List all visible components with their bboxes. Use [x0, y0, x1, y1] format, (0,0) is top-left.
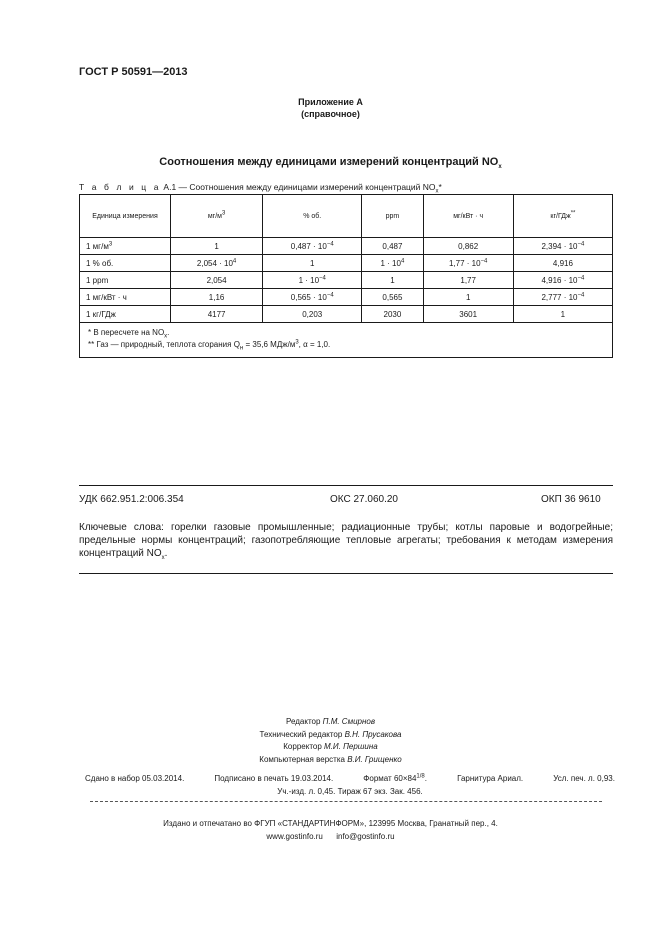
print-signed: Подписано в печать 19.03.2014. — [214, 774, 334, 783]
table-notes-row — [80, 323, 613, 358]
table-cell: 1 — [263, 255, 362, 272]
table-cell: 2,054 — [171, 272, 263, 289]
publisher-address: Издано и отпечатано во ФГУП «СТАНДАРТИНФОРМ», 123995 Москва, Гранатный пер., 4. — [163, 819, 498, 828]
print-info — [85, 772, 615, 798]
table-cell: 1 % об. — [80, 255, 171, 272]
table-cell: 0,565 — [362, 289, 423, 306]
document-code: ГОСТ Р 50591—2013 — [79, 66, 188, 78]
keywords — [79, 521, 613, 560]
header-text: ppm — [385, 212, 400, 220]
table-cell: $2,394 \cdot 10^{-4}$ — [513, 238, 612, 255]
print-info-row-2: Уч.-изд. л. 0,45. Тираж 67 экз. Зак. 456. — [277, 787, 423, 796]
credit-layout: Компьютерная верстка В.И. Грищенко — [259, 754, 402, 764]
publisher-site[interactable]: www.gostinfo.ru — [266, 832, 323, 841]
table-cell: $0,487 \cdot 10^{-4}$ — [263, 238, 362, 255]
header-unit — [80, 195, 171, 238]
table-row — [80, 306, 613, 323]
table-cell: 1 — [513, 306, 612, 323]
table-cell: $4,916 \cdot 10^{-4}$ — [513, 272, 612, 289]
table-row — [80, 255, 613, 272]
table-cell: $0,565 \cdot 10^{-4}$ — [263, 289, 362, 306]
table-cell: 1,16 — [171, 289, 263, 306]
table-cell: $1 \cdot 10^{-4}$ — [263, 272, 362, 289]
header-sup: 3 — [221, 210, 226, 217]
separator-line — [79, 573, 613, 574]
print-font: Гарнитура Ариал. — [457, 774, 524, 783]
credits — [0, 716, 661, 766]
header-ppm — [362, 195, 423, 238]
header-mg-kwh — [423, 195, 513, 238]
oks-code: ОКС 27.060.20 — [330, 494, 398, 505]
credit-proofreader: Корректор М.И. Першина — [283, 742, 378, 751]
table-cell: 4,916 — [513, 255, 612, 272]
table-cell: 1 кг/ГДж — [80, 306, 171, 323]
appendix-title: Приложение А — [298, 97, 363, 107]
table-caption-suffix: * — [438, 182, 442, 192]
table-cell: 4177 — [171, 306, 263, 323]
appendix-heading — [0, 96, 661, 120]
udk-code: УДК 662.951.2:006.354 — [79, 494, 184, 505]
header-text: кг/ГДж — [550, 212, 571, 220]
table-caption-sub: x — [435, 188, 439, 195]
table-notes — [80, 323, 613, 358]
keywords-suffix: . — [164, 548, 168, 559]
conversion-table — [79, 194, 613, 358]
table-cell: 0,487 — [362, 238, 423, 255]
table-cell: $2,054 \cdot 10^4$ — [171, 255, 263, 272]
header-sup: ** — [570, 210, 576, 217]
table-cell: 1 мг/кВт · ч — [80, 289, 171, 306]
publisher-email[interactable]: info@gostinfo.ru — [336, 832, 395, 841]
okp-code: ОКП 36 9610 — [541, 494, 601, 505]
print-sheets: Усл. печ. л. 0,93. — [553, 774, 615, 783]
table-row — [80, 272, 613, 289]
table-cell: 2030 — [362, 306, 423, 323]
table-caption-text: А.1 — Соотношения между единицами измерений концентраций NO — [161, 182, 436, 192]
separator-line — [79, 485, 613, 486]
main-title-text: Соотношения между единицами измерений концентраций NO — [159, 156, 499, 168]
keywords-sub: x — [161, 555, 165, 561]
dashed-separator — [90, 801, 602, 802]
keywords-text: Ключевые слова: горелки газовые промышленные; радиационные трубы; котлы паровые и водогрейные; предельные нормы концентраций; газопотребляющие тепловые агрегаты; требования к методам измерения концентраций NO — [79, 522, 613, 559]
table-header-row — [80, 195, 613, 238]
credit-tech-editor: Технический редактор В.Н. Прусакова — [259, 729, 402, 739]
table-cell: 1 ppm — [80, 272, 171, 289]
table-caption — [79, 182, 442, 195]
table-cell: $1 \cdot 10^4$ — [362, 255, 423, 272]
header-text: мг/кВт · ч — [453, 212, 484, 220]
table-note-1: * В пересчете на $NO_x$. — [88, 328, 170, 340]
print-info-row-1 — [85, 772, 615, 785]
header-text: % об. — [303, 212, 322, 220]
table-row — [80, 238, 613, 255]
main-title — [0, 156, 661, 171]
table-cell: $1,77 \cdot 10^{-4}$ — [423, 255, 513, 272]
header-kg-gj — [513, 195, 612, 238]
main-title-sub: x — [498, 164, 502, 171]
print-format: Формат $60\times 84^{1/8}$. — [363, 773, 427, 783]
table-cell: 0,862 — [423, 238, 513, 255]
table-row — [80, 289, 613, 306]
header-text: мг/м — [207, 212, 222, 220]
table-cell: 3601 — [423, 306, 513, 323]
table-caption-prefix: Т а б л и ц а — [79, 182, 162, 192]
table-cell: 1 — [171, 238, 263, 255]
table-note-2: ** Газ — природный, теплота сгорания $Q_н = 35,6$ МДж/$м^3$, α = 1,0. — [88, 339, 331, 352]
publisher — [0, 817, 661, 843]
header-unit-text: Единица измерения — [92, 212, 158, 220]
publisher-contacts — [0, 830, 661, 843]
appendix-subtitle: (справочное) — [301, 109, 360, 119]
header-vol-percent — [263, 195, 362, 238]
table-cell: $2,777 \cdot 10^{-4}$ — [513, 289, 612, 306]
table-cell: 1 $мг/м^3$ — [80, 238, 171, 255]
table-cell: 1 — [362, 272, 423, 289]
table-cell: 0,203 — [263, 306, 362, 323]
header-mg-m3 — [171, 195, 263, 238]
table-cell: 1 — [423, 289, 513, 306]
table-cell: 1,77 — [423, 272, 513, 289]
print-sent: Сдано в набор 05.03.2014. — [85, 774, 185, 783]
credit-editor: Редактор П.М. Смирнов — [286, 717, 375, 726]
